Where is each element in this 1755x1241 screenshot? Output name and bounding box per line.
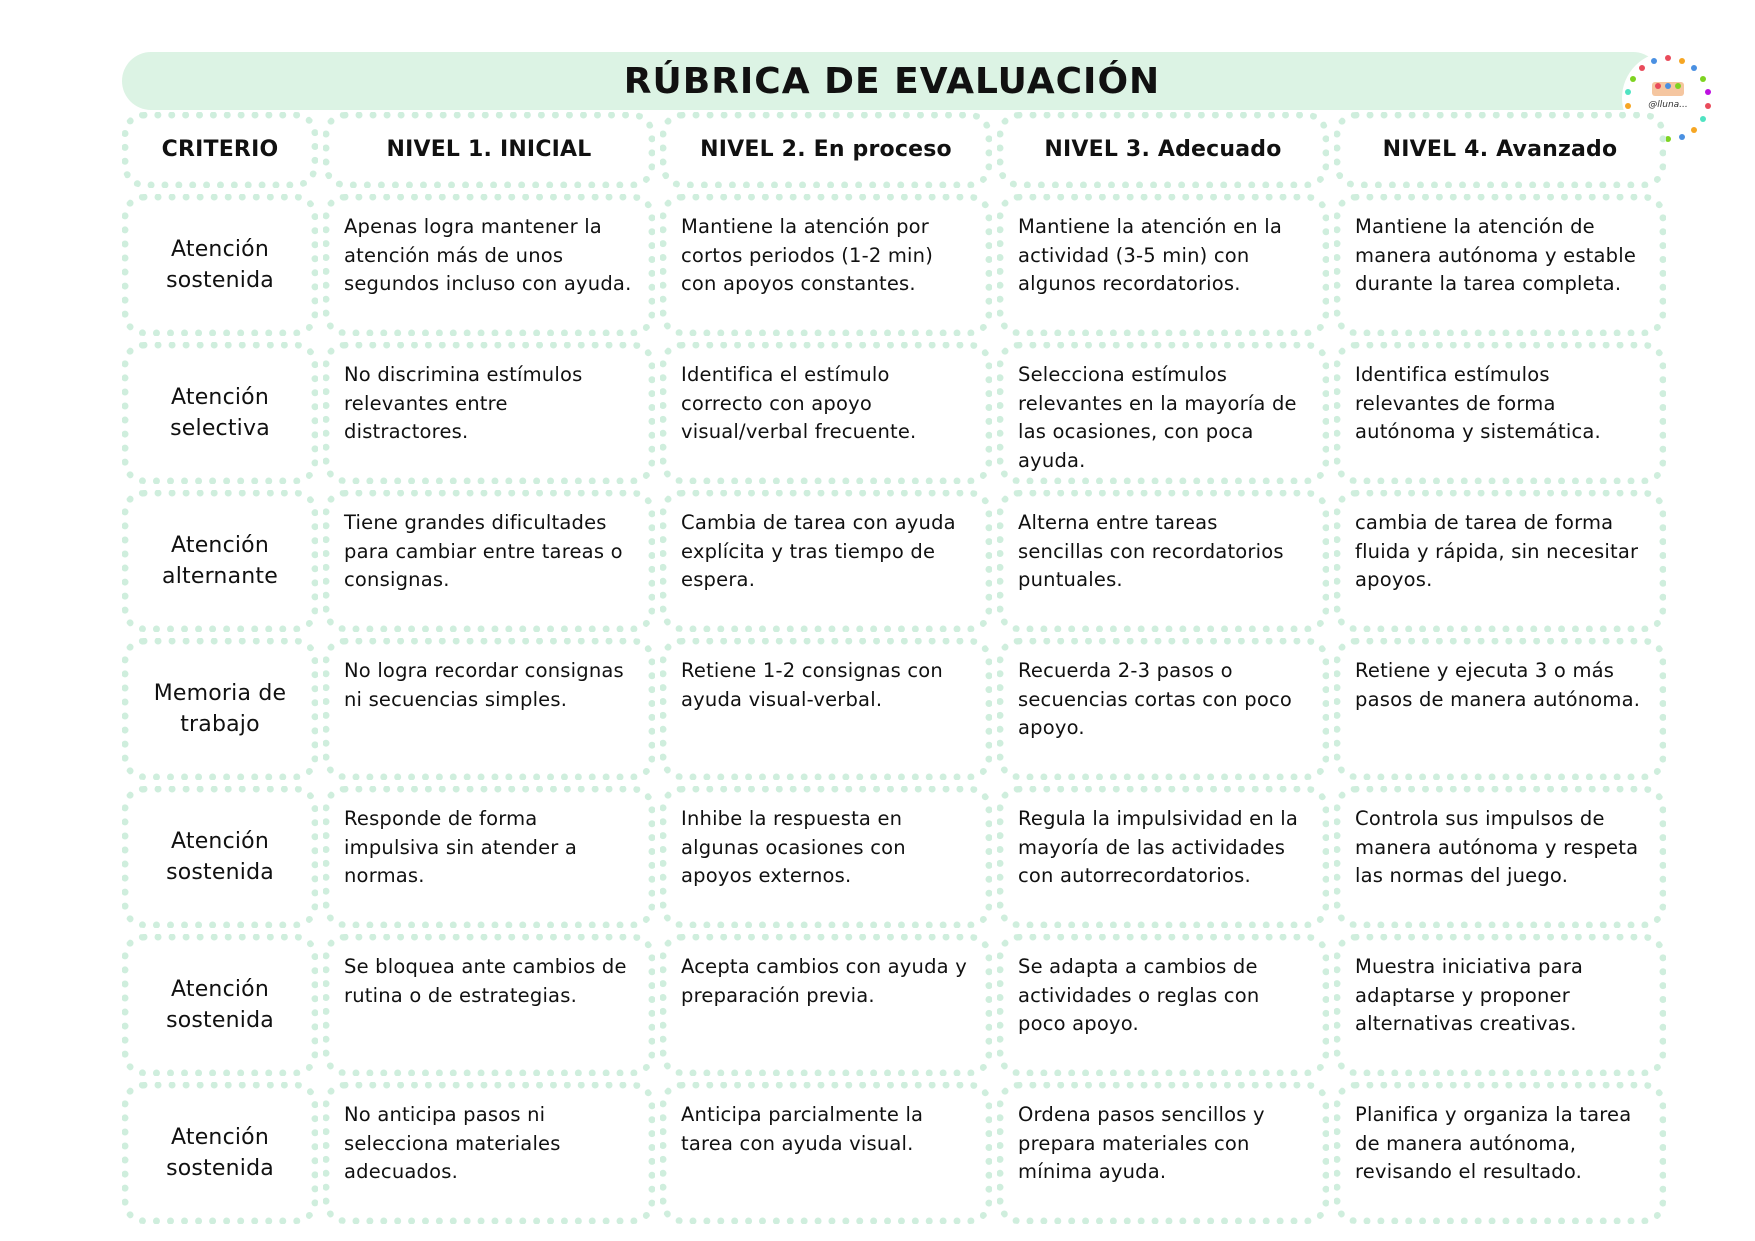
level-4-cell: Retiene y ejecuta 3 o más pasos de manera autónoma. — [1334, 638, 1666, 780]
criterion-cell: Atención sostenida — [122, 786, 318, 928]
header-nivel-3: NIVEL 3. Adecuado — [997, 112, 1329, 188]
level-2-cell: Retiene 1-2 consignas con ayuda visual-verbal. — [660, 638, 992, 780]
level-3-cell: Recuerda 2-3 pasos o secuencias cortas con poco apoyo. — [997, 638, 1329, 780]
criterion-cell: Atención sostenida — [122, 194, 318, 336]
level-1-cell: No anticipa pasos ni selecciona materiales adecuados. — [323, 1082, 655, 1224]
criterion-cell: Atención sostenida — [122, 1082, 318, 1224]
level-2-cell: Anticipa parcialmente la tarea con ayuda visual. — [660, 1082, 992, 1224]
level-4-cell: Muestra iniciativa para adaptarse y proponer alternativas creativas. — [1334, 934, 1666, 1076]
level-3-cell: Selecciona estímulos relevantes en la mayoría de las ocasiones, con poca ayuda. — [997, 342, 1329, 484]
level-1-cell: No discrimina estímulos relevantes entre distractores. — [323, 342, 655, 484]
level-1-cell: Se bloquea ante cambios de rutina o de estrategias. — [323, 934, 655, 1076]
level-2-cell: Acepta cambios con ayuda y preparación previa. — [660, 934, 992, 1076]
header-nivel-2: NIVEL 2. En proceso — [660, 112, 992, 188]
level-2-cell: Identifica el estímulo correcto con apoyo visual/verbal frecuente. — [660, 342, 992, 484]
level-4-cell: Identifica estímulos relevantes de forma autónoma y sistemática. — [1334, 342, 1666, 484]
level-1-cell: Responde de forma impulsiva sin atender a normas. — [323, 786, 655, 928]
level-4-cell: Controla sus impulsos de manera autónoma y respeta las normas del juego. — [1334, 786, 1666, 928]
logo-text: @lluna... — [1648, 100, 1688, 110]
level-3-cell: Regula la impulsividad en la mayoría de las actividades con autorrecordatorios. — [997, 786, 1329, 928]
level-2-cell: Inhibe la respuesta en algunas ocasiones con apoyos externos. — [660, 786, 992, 928]
criterion-cell: Memoria de trabajo — [122, 638, 318, 780]
level-1-cell: Apenas logra mantener la atención más de unos segundos incluso con ayuda. — [323, 194, 655, 336]
level-4-cell: Planifica y organiza la tarea de manera autónoma, revisando el resultado. — [1334, 1082, 1666, 1224]
level-1-cell: No logra recordar consignas ni secuencias simples. — [323, 638, 655, 780]
level-4-cell: Mantiene la atención de manera autónoma y estable durante la tarea completa. — [1334, 194, 1666, 336]
rubric-table — [122, 112, 1667, 1224]
level-2-cell: Mantiene la atención por cortos periodos (1-2 min) con apoyos constantes. — [660, 194, 992, 336]
level-2-cell: Cambia de tarea con ayuda explícita y tras tiempo de espera. — [660, 490, 992, 632]
header-criterio: CRITERIO — [122, 112, 318, 188]
level-3-cell: Mantiene la atención en la actividad (3-5 min) con algunos recordatorios. — [997, 194, 1329, 336]
level-3-cell: Se adapta a cambios de actividades o reglas con poco apoyo. — [997, 934, 1329, 1076]
criterion-cell: Atención sostenida — [122, 934, 318, 1076]
header-nivel-4: NIVEL 4. Avanzado — [1334, 112, 1666, 188]
criterion-cell: Atención selectiva — [122, 342, 318, 484]
level-1-cell: Tiene grandes dificultades para cambiar entre tareas o consignas. — [323, 490, 655, 632]
level-4-cell: cambia de tarea de forma fluida y rápida, sin necesitar apoyos. — [1334, 490, 1666, 632]
criterion-cell: Atención alternante — [122, 490, 318, 632]
title-bar — [122, 52, 1662, 110]
header-nivel-1: NIVEL 1. INICIAL — [323, 112, 655, 188]
level-3-cell: Alterna entre tareas sencillas con recordatorios puntuales. — [997, 490, 1329, 632]
page-title: RÚBRICA DE EVALUACIÓN — [623, 60, 1161, 102]
level-3-cell: Ordena pasos sencillos y prepara materiales con mínima ayuda. — [997, 1082, 1329, 1224]
